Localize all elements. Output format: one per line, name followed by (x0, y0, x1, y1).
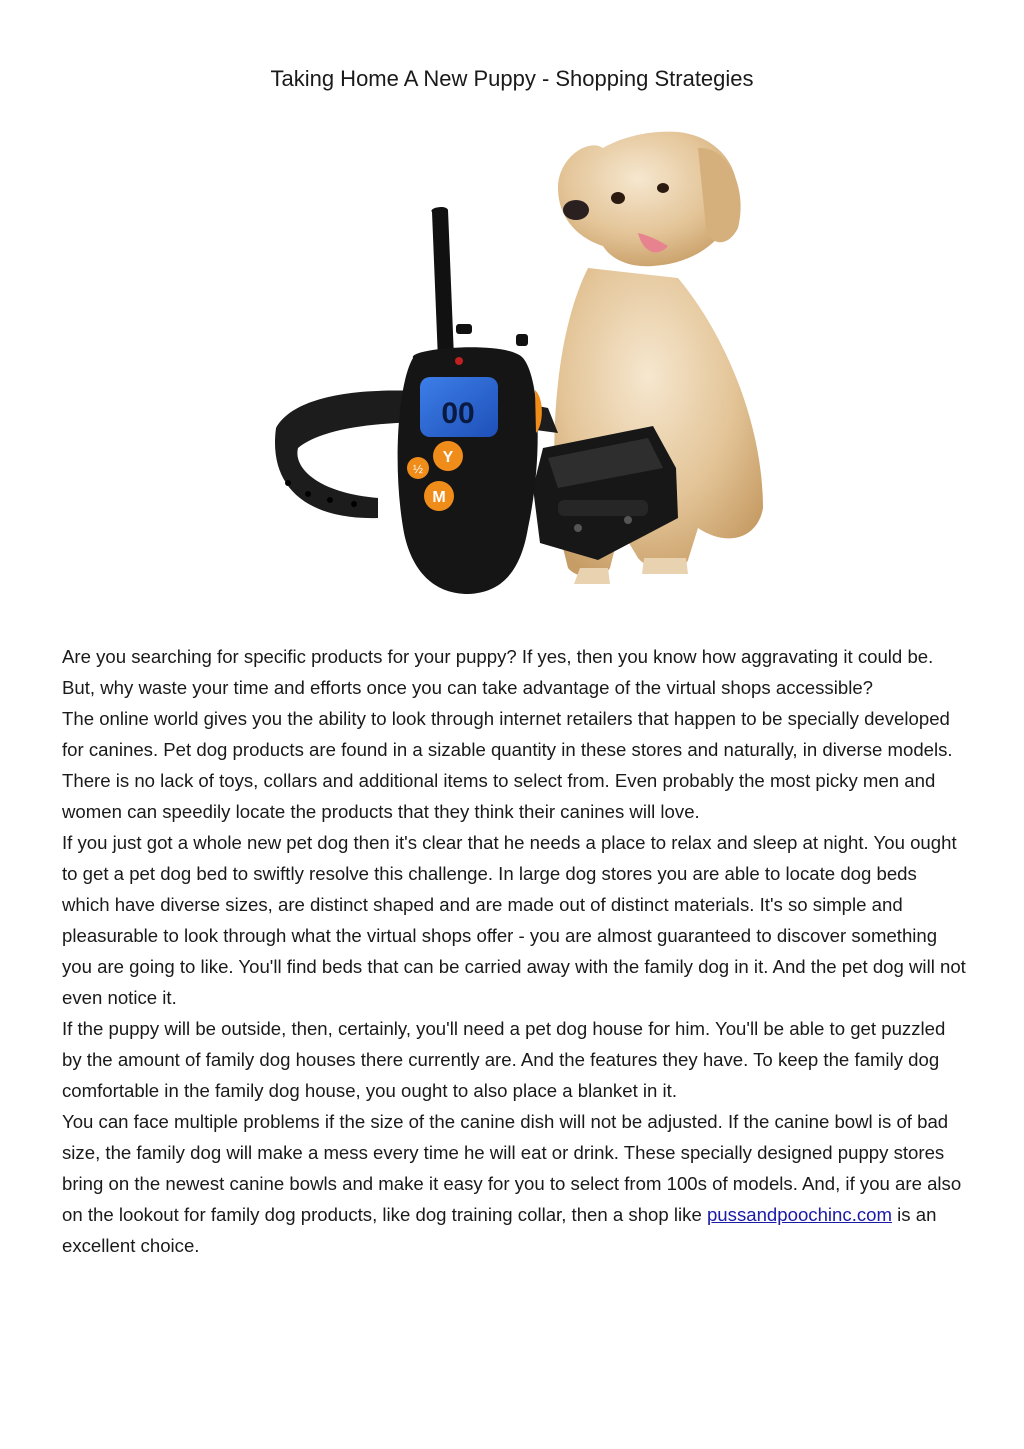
paragraph-3: If you just got a whole new pet dog then it's clear that he needs a place to relax and sleep at night. You ought to get a pet dog bed to swiftly resolve this challenge. In large dog stores you are able to locate dog beds which have diverse sizes, are distinct shaped and are made out of distinct materials. It's so simple and pleasurable to look through what the virtual shops offer - you are almost guaranteed to discover something you are going to like. You'll find beds that can be carried away with the family dog in it. And the pet dog will not even notice it. (62, 832, 966, 1008)
paragraph-5-text: You can face multiple problems if the size of the canine dish will not be adjusted. If the canine bowl is of bad size, the family dog will make a mess every time he will eat or drink. These specially designed puppy stores bring on the newest canine bowls and make it easy for you to select from 100s of models. And, if you are also on the lookout for family dog products, like dog training collar, then a shop like (62, 1111, 962, 1225)
remote-illustration (398, 207, 542, 594)
product-image (258, 128, 768, 604)
document-title: Taking Home A New Puppy - Shopping Strategies (270, 66, 754, 91)
remote-button-half: ½ (412, 462, 424, 476)
paragraph-4: If the puppy will be outside, then, certainly, you'll need a pet dog house for him. You'll be able to get puzzled by the amount of family dog houses there currently are. And the features they have. To keep the family dog comfortable in the family dog house, you ought to also place a blanket in it. (62, 1018, 946, 1101)
paragraph-1: Are you searching for specific products for your puppy? If yes, then you know how aggravating it could be. But, why waste your time and efforts once you can take advantage of the virtual shops accessible? (62, 646, 934, 698)
remote-button-y: Y (442, 449, 454, 466)
remote-button-m: M (432, 489, 446, 506)
paragraph-2: The online world gives you the ability to look through internet retailers that happen to be specially developed for canines. Pet dog products are found in a sizable quantity in these stores and naturally, in diverse models. There is no lack of toys, collars and additional items to select from. Even probably the most picky men and women can speedily locate the products that they think their canines will love. (62, 708, 953, 822)
shop-link[interactable]: pussandpoochinc.com (706, 1204, 892, 1225)
paragraph-5 (62, 1106, 967, 1261)
article-body (62, 641, 967, 1261)
paragraph-5-end: is an excellent choice. (62, 1204, 937, 1256)
remote-display-text: 00 (441, 397, 475, 430)
